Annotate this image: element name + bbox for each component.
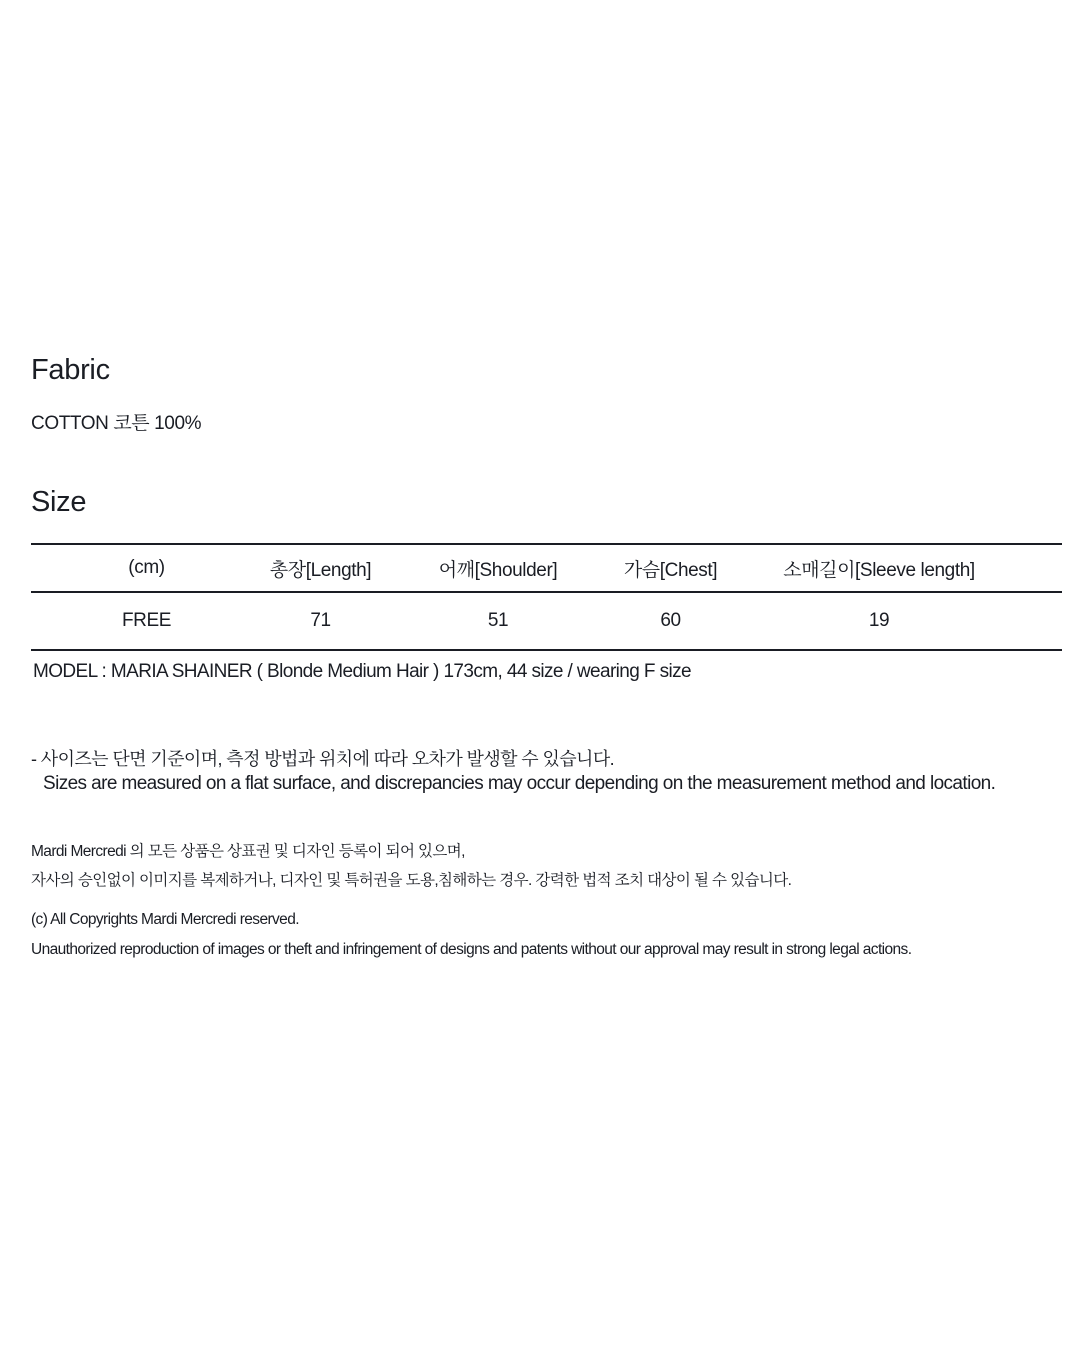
cell-size: FREE xyxy=(121,610,172,631)
cell-length: 71 xyxy=(310,610,331,631)
cell-sleeve-length: 19 xyxy=(868,610,890,631)
cell-shoulder: 51 xyxy=(487,610,509,631)
size-heading: Size xyxy=(31,486,87,518)
size-table-header-row xyxy=(31,544,1062,592)
size-table xyxy=(31,543,1062,651)
header-sleeve-length: 소매길이[Sleeve length] xyxy=(783,559,975,581)
copyright-english-line-1: (c) All Copyrights Mardi Mercredi reserved. xyxy=(31,911,299,928)
model-info: MODEL : MARIA SHAINER ( Blonde Medium Hair ) 173cm, 44 size / wearing F size xyxy=(33,661,691,682)
header-length: 총장[Length] xyxy=(269,559,372,581)
table-row xyxy=(31,592,1062,650)
fabric-heading: Fabric xyxy=(31,354,110,386)
cell-spacer xyxy=(1034,592,1062,650)
fabric-composition: COTTON 코튼 100% xyxy=(31,413,202,434)
measurement-note-korean: - 사이즈는 단면 기준이며, 측정 방법과 위치에 따라 오차가 발생할 수 있습니다. xyxy=(31,749,615,769)
header-chest: 가슴[Chest] xyxy=(623,559,718,581)
copyright-korean-line-2: 자사의 승인없이 이미지를 복제하거나, 디자인 및 특허권을 도용,침해하는 경우. 강력한 법적 조치 대상이 될 수 있습니다. xyxy=(31,872,792,889)
header-unit: (cm) xyxy=(128,557,165,578)
header-spacer xyxy=(1034,544,1062,592)
measurement-note-english: Sizes are measured on a flat surface, and discrepancies may occur depending on the measurement method and location. xyxy=(43,773,996,794)
copyright-korean-line-1: Mardi Mercredi 의 모든 상품은 상표권 및 디자인 등록이 되어 있으며, xyxy=(31,843,465,860)
cell-chest: 60 xyxy=(660,610,681,631)
header-shoulder: 어깨[Shoulder] xyxy=(438,559,558,581)
copyright-english-line-2: Unauthorized reproduction of images or theft and infringement of designs and patents without our approval may result in strong legal actions. xyxy=(31,941,912,958)
